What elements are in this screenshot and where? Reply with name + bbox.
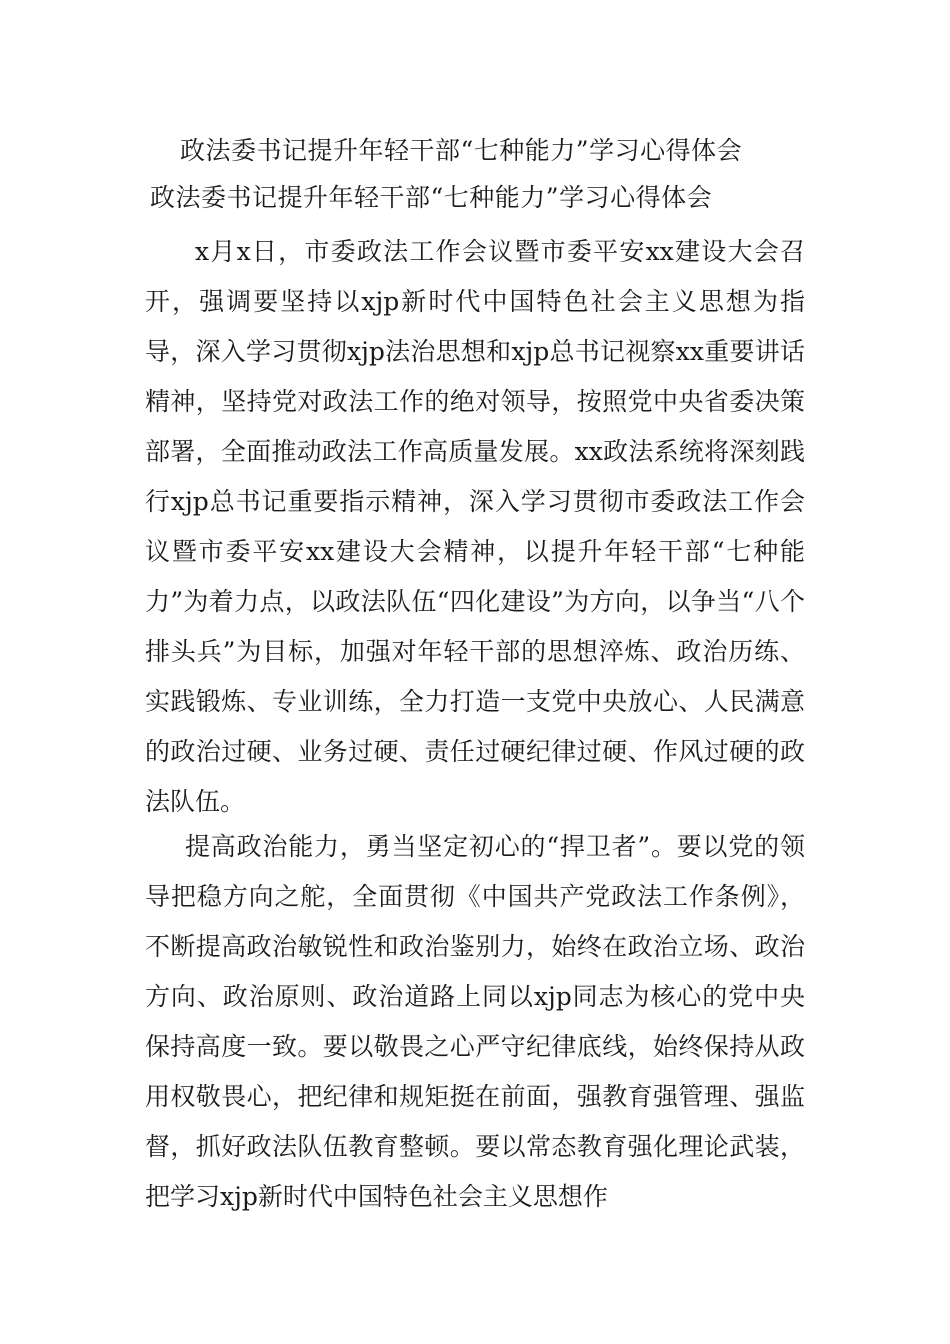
document-title-line-1: 政法委书记提升年轻干部“七种能力”学习心得体会 [180, 136, 743, 165]
body-paragraph-1: x月x日，市委政法工作会议暨市委平安xx建设大会召开，强调要坚持以xjp新时代中国特色社会主义思想为指导，深入学习贯彻xjp法治思想和xjp总书记视察xx重要讲话精神，坚持党对政法工作的绝对领导，按照党中央省委决策部署，全面推动政法工作高质量发展。xx政法系统将深刻践行xjp总书记重要指示精神，深入学习贯彻市委政法工作会议暨市委平安xx建设大会精神，以提升年轻干部“七种能力”为着力点，以政法队伍“四化建设”为方向，以争当“八个排头兵”为目标，加强对年轻干部的思想淬炼、政治历练、实践锻炼、专业训练，全力打造一支党中央放心、人民满意的政治过硬、业务过硬、责任过硬纪律过硬、作风过硬的政法队伍。 [145, 237, 805, 816]
body-paragraph-2: 提高政治能力，勇当坚定初心的“捍卫者”。要以党的领导把稳方向之舵，全面贯彻《中国共产党政法工作条例》，不断提高政治敏锐性和政治鉴别力，始终在政治立场、政治方向、政治原则、政治道路上同以xjp同志为核心的党中央保持高度一致。要以敬畏之心严守纪律底线，始终保持从政用权敬畏心，把纪律和规矩挺在前面，强教育强管理、强监督，抓好政法队伍教育整顿。要以常态教育强化理论武装，把学习xjp新时代中国特色社会主义思想作 [145, 832, 805, 1211]
document-title-line-2: 政法委书记提升年轻干部“七种能力”学习心得体会 [150, 183, 713, 212]
